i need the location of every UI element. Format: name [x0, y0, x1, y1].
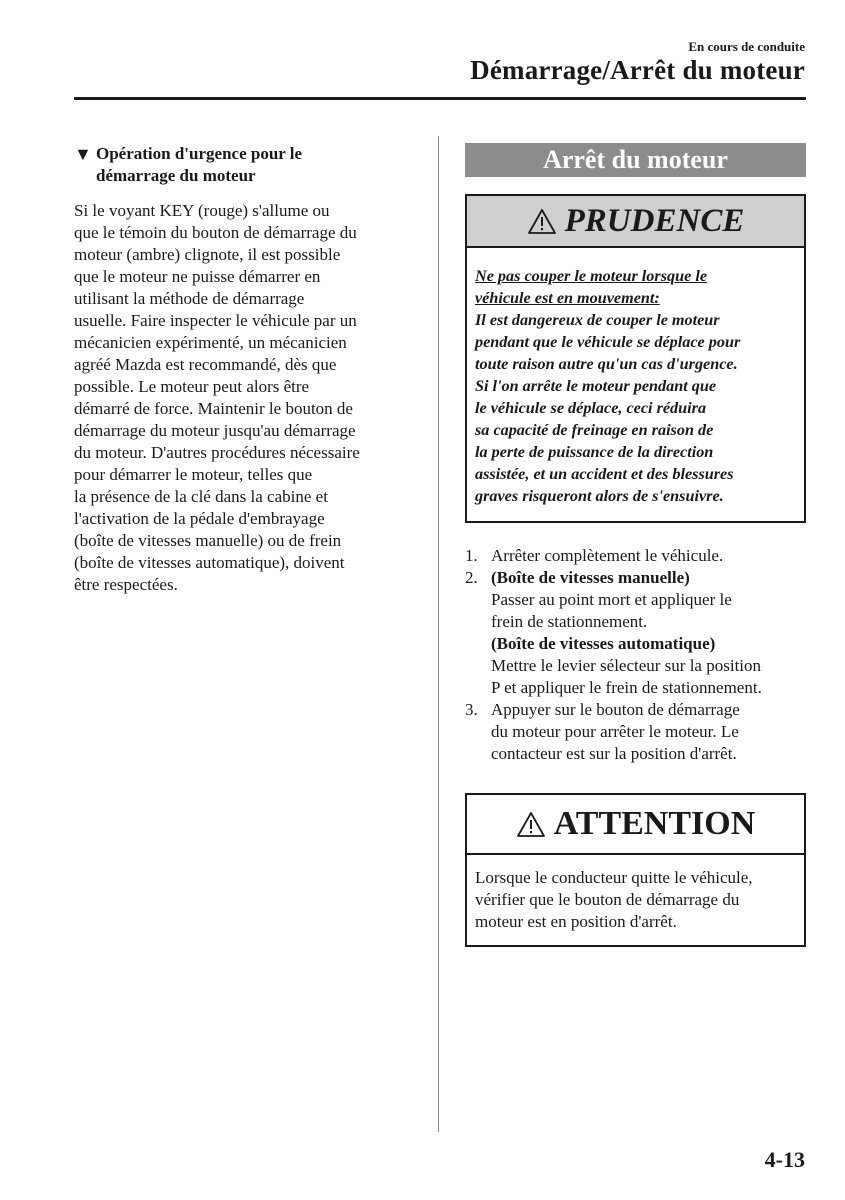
paragraph-line: être respectées. — [74, 575, 178, 594]
caution-underlined-line: Ne pas couper le moteur lorsque le — [475, 267, 708, 285]
paragraph-line: démarré de force. Maintenir le bouton de — [74, 399, 353, 418]
emergency-heading-line1: Opération d'urgence pour le — [96, 144, 303, 163]
emergency-paragraph — [74, 200, 409, 596]
step-text: Mettre le levier sélecteur sur la position — [491, 656, 762, 675]
page-title: Démarrage/Arrêt du moteur — [470, 55, 805, 85]
attention-header — [467, 795, 804, 855]
step-number: 1. — [465, 546, 478, 565]
paragraph-line: moteur (ambre) clignote, il est possible — [74, 245, 341, 264]
caution-line: Il est dangereux de couper le moteur — [475, 311, 720, 329]
paragraph-line: agréé Mazda est recommandé, dès que — [74, 355, 337, 374]
paragraph-line: l'activation de la pédale d'embrayage — [74, 509, 325, 528]
step-item — [465, 545, 806, 567]
manual-gearbox-label: (Boîte de vitesses manuelle) — [491, 568, 690, 587]
step-text: contacteur est sur la position d'arrêt. — [491, 744, 737, 763]
left-column — [74, 143, 409, 596]
step-text: du moteur pour arrêter le moteur. Le — [491, 722, 739, 741]
step-text: frein de stationnement. — [491, 612, 648, 631]
attention-label: ATTENTION — [553, 805, 756, 842]
paragraph-line: démarrage du moteur jusqu'au démarrage — [74, 421, 356, 440]
paragraph-line: Si le voyant KEY (rouge) s'allume ou — [74, 201, 330, 220]
caution-line: Si l'on arrête le moteur pendant que — [475, 377, 717, 395]
paragraph-line: utilisant la méthode de démarrage — [74, 289, 305, 308]
paragraph-line: (boîte de vitesses automatique), doivent — [74, 553, 345, 572]
emergency-heading-line2: démarrage du moteur — [96, 166, 256, 185]
emergency-heading — [74, 143, 409, 187]
section-title-bar: Arrêt du moteur — [465, 143, 806, 177]
column-divider — [438, 136, 439, 1132]
down-triangle-icon: ▼ — [74, 144, 92, 164]
paragraph-line: usuelle. Faire inspecter le véhicule par un — [74, 311, 357, 330]
automatic-gearbox-label: (Boîte de vitesses automatique) — [491, 634, 716, 653]
step-text: Appuyer sur le bouton de démarrage — [491, 700, 740, 719]
step-text: Arrêter complètement le véhicule. — [491, 546, 724, 565]
caution-line: la perte de puissance de la direction — [475, 443, 714, 461]
stop-steps-list — [465, 545, 806, 765]
paragraph-line: que le témoin du bouton de démarrage du — [74, 223, 357, 242]
attention-line: moteur est en position d'arrêt. — [475, 912, 677, 931]
warning-triangle-icon — [527, 208, 557, 235]
warning-triangle-icon — [516, 811, 546, 838]
paragraph-line: possible. Le moteur peut alors être — [74, 377, 310, 396]
step-text: Passer au point mort et appliquer le — [491, 590, 732, 609]
attention-line: vérifier que le bouton de démarrage du — [475, 890, 740, 909]
paragraph-line: que le moteur ne puisse démarrer en — [74, 267, 321, 286]
caution-line: toute raison autre qu'un cas d'urgence. — [475, 355, 738, 373]
right-column — [465, 143, 806, 947]
step-number: 2. — [465, 568, 478, 587]
header-rule — [74, 97, 806, 100]
attention-line: Lorsque le conducteur quitte le véhicule, — [475, 868, 753, 887]
paragraph-line: mécanicien expérimenté, un mécanicien — [74, 333, 347, 352]
caution-box — [465, 194, 806, 523]
caution-line: pendant que le véhicule se déplace pour — [475, 333, 741, 351]
paragraph-line: pour démarrer le moteur, telles que — [74, 465, 313, 484]
paragraph-line: du moteur. D'autres procédures nécessaire — [74, 443, 360, 462]
header-section-label: En cours de conduite — [688, 39, 805, 54]
caution-line: le véhicule se déplace, ceci réduira — [475, 399, 707, 417]
caution-header — [467, 196, 804, 248]
caution-line: graves risqueront alors de s'ensuivre. — [475, 487, 724, 505]
caution-label: PRUDENCE — [564, 202, 745, 239]
attention-body — [467, 855, 804, 945]
paragraph-line: la présence de la clé dans la cabine et — [74, 487, 328, 506]
caution-line: sa capacité de freinage en raison de — [475, 421, 714, 439]
paragraph-line: (boîte de vitesses manuelle) ou de frein — [74, 531, 342, 550]
caution-underlined-line: véhicule est en mouvement: — [475, 289, 660, 307]
page-number: 4-13 — [764, 1147, 805, 1172]
step-text: P et appliquer le frein de stationnement. — [491, 678, 762, 697]
step-item — [465, 567, 806, 699]
step-item — [465, 699, 806, 765]
attention-box — [465, 793, 806, 947]
caution-body — [467, 248, 804, 521]
step-number: 3. — [465, 700, 478, 719]
caution-line: assistée, et un accident et des blessures — [475, 465, 734, 483]
